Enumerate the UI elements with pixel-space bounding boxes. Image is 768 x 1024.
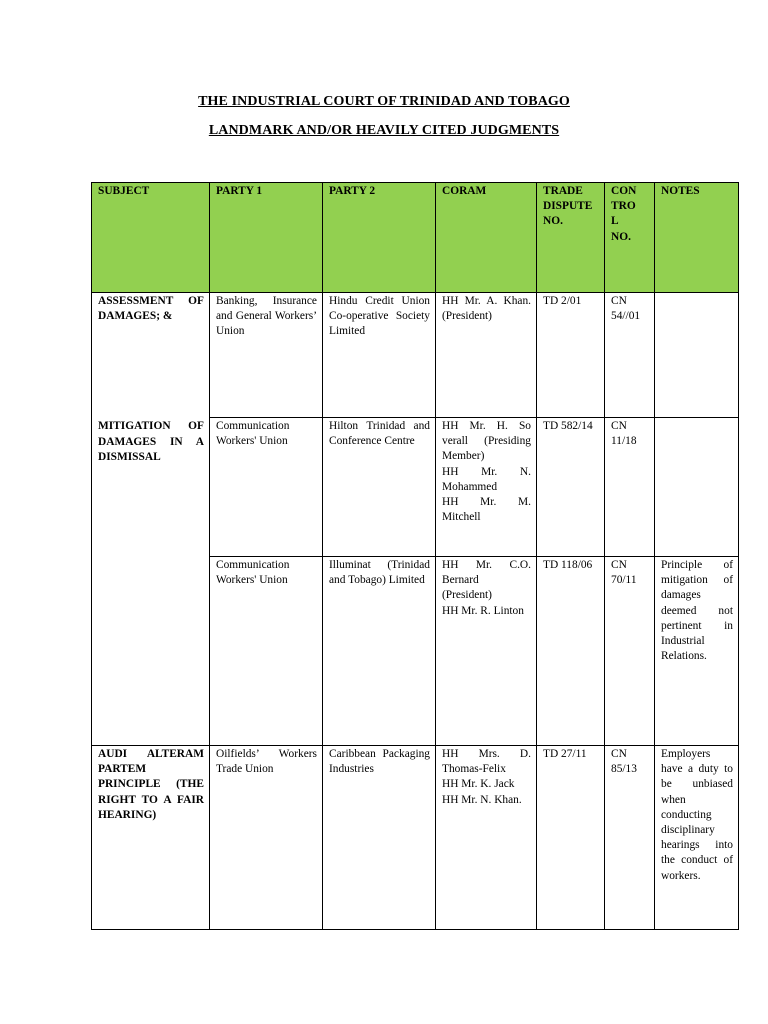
- page-subtitle: LANDMARK AND/OR HEAVILY CITED JUDGMENTS: [208, 123, 560, 138]
- notes-cell: Employers have a duty to be unbiased when conducting disciplinary hearings into the conduct of workers.: [655, 746, 739, 930]
- party1-cell: Communication Workers' Union: [210, 418, 323, 557]
- judgments-table: [91, 182, 739, 930]
- control-cell: CN 54//01: [605, 293, 655, 418]
- notes-cell: Principle of mitigation of damages deemed not pertinent in Industrial Relations.: [655, 557, 739, 746]
- header-coram: CORAM: [436, 183, 537, 293]
- coram-member: HH Mrs. D. Thomas-Felix: [442, 748, 531, 776]
- coram-member: HH Mr. H. So verall (Presiding Member): [442, 420, 531, 463]
- party2-cell: Hindu Credit Union Co-operative Society Limited: [323, 293, 436, 418]
- table-header-row: [92, 183, 739, 293]
- coram-cell: [436, 557, 537, 746]
- control-cell: CN 11/18: [605, 418, 655, 557]
- coram-member: HH Mr. N. Khan.: [442, 793, 522, 806]
- header-party2: PARTY 2: [323, 183, 436, 293]
- coram-cell: HH Mr. A. Khan. (President): [436, 293, 537, 418]
- subject-text: ASSESSMENT OF DAMAGES; &: [98, 295, 204, 323]
- control-cell: CN 70/11: [605, 557, 655, 746]
- subject-cell: [92, 293, 210, 746]
- coram-member: HH Mr. K. Jack: [442, 778, 515, 791]
- notes-cell: [655, 293, 739, 418]
- header-control-part: CON: [611, 185, 637, 197]
- subject-text: MITIGATION OF DAMAGES IN A DISMISSAL: [98, 420, 204, 463]
- trade-dispute-cell: TD 2/01: [537, 293, 605, 418]
- trade-dispute-cell: TD 27/11: [537, 746, 605, 930]
- header-control-part: L: [611, 215, 619, 228]
- party1-cell: Banking, Insurance and General Workers’ Union: [210, 293, 323, 418]
- header-control-no: [605, 183, 655, 293]
- party2-cell: Hilton Trinidad and Conference Centre: [323, 418, 436, 557]
- party1-cell: Communication Workers' Union: [210, 557, 323, 746]
- trade-dispute-cell: TD 582/14: [537, 418, 605, 557]
- coram-cell: [436, 418, 537, 557]
- coram-member: HH Mr. C.O. Bernard (President): [442, 559, 531, 602]
- coram-member: HH Mr. N. Mohammed: [442, 465, 531, 493]
- page-title: THE INDUSTRIAL COURT OF TRINIDAD AND TOBAGO: [198, 94, 570, 109]
- coram-member: HH Mr. R. Linton: [442, 604, 524, 617]
- party1-cell: Oilfields’ Workers Trade Union: [210, 746, 323, 930]
- control-cell: CN 85/13: [605, 746, 655, 930]
- table-row: [92, 293, 739, 418]
- coram-cell: [436, 746, 537, 930]
- party2-cell: Illuminat (Trinidad and Tobago) Limited: [323, 557, 436, 746]
- header-notes: NOTES: [655, 183, 739, 293]
- table-row: [92, 746, 739, 930]
- subject-cell: AUDI ALTERAM PARTEM PRINCIPLE (THE RIGHT TO A FAIR HEARING): [92, 746, 210, 930]
- header-control-part: TRO: [611, 200, 636, 213]
- trade-dispute-cell: TD 118/06: [537, 557, 605, 746]
- header-party1: PARTY 1: [210, 183, 323, 293]
- header-subject: SUBJECT: [92, 183, 210, 293]
- header-control-part: NO.: [611, 230, 631, 243]
- header-trade-dispute: TRADE DISPUTE NO.: [537, 183, 605, 293]
- party2-cell: Caribbean Packaging Industries: [323, 746, 436, 930]
- notes-cell: [655, 418, 739, 557]
- coram-member: HH Mr. M. Mitchell: [442, 496, 531, 524]
